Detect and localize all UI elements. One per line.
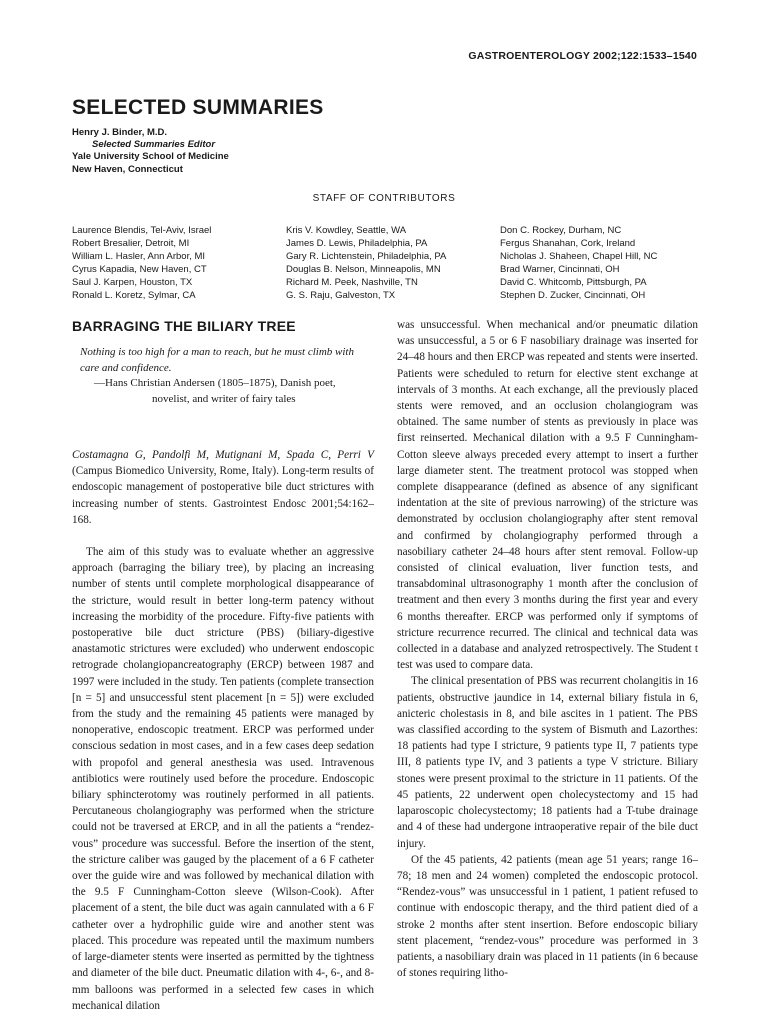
contributor: Brad Warner, Cincinnati, OH xyxy=(500,264,620,275)
contributor: Don C. Rockey, Durham, NC xyxy=(500,225,622,236)
journal-citation: GASTROENTEROLOGY 2002;122:1533–1540 xyxy=(468,50,697,62)
contributor: Richard M. Peek, Nashville, TN xyxy=(286,277,418,288)
article-citation xyxy=(72,447,374,528)
body-paragraph: The clinical presentation of PBS was recurrent cholangitis in 16 patients, obstructive jaundice in 14, external biliary fistula in 6, anicteric cholestasis in 8, and bile ascites in 1 patient. The PBS was classified according to the system of Bismuth and Lazorthes: 18 patients had type I stricture, 9 patients type II, 7 patients type III, 8 patients type IV, and 3 patients a type V stricture. Biliary stones were present proximal to the stricture in 11 patients. Of the 45 patients, 22 underwent open cholecystectomy and 15 had laparoscopic cholecystectomy; 18 patients had a T-tube drainage and 4 of these had undergone intraoperative repair of the bile duct injury. xyxy=(397,675,698,850)
contributors-column-3 xyxy=(500,224,657,302)
contributor: Gary R. Lichtenstein, Philadelphia, PA xyxy=(286,251,447,262)
epigraph-quote: Nothing is too high for a man to reach, but he must climb with care and confidence. xyxy=(80,346,354,374)
editor-location: New Haven, Connecticut xyxy=(72,163,183,175)
contributor: Laurence Blendis, Tel-Aviv, Israel xyxy=(72,225,212,236)
editor-affiliation: Yale University School of Medicine xyxy=(72,151,229,163)
contributor: Ronald L. Koretz, Sylmar, CA xyxy=(72,290,196,301)
article-right-column xyxy=(397,317,698,981)
epigraph xyxy=(80,345,375,407)
article-left-column xyxy=(72,447,374,1014)
contributor: Robert Bresalier, Detroit, MI xyxy=(72,238,190,249)
editor-block xyxy=(72,127,229,176)
citation-authors: Costamagna G, Pandolfi M, Mutignani M, Spada C, Perri V xyxy=(72,449,374,461)
contributor: Fergus Shanahan, Cork, Ireland xyxy=(500,238,636,249)
contributor: David C. Whitcomb, Pittsburgh, PA xyxy=(500,277,647,288)
section-title: SELECTED SUMMARIES xyxy=(72,96,324,119)
contributor: Saul J. Karpen, Houston, TX xyxy=(72,277,193,288)
epigraph-attribution-continued: novelist, and writer of fairy tales xyxy=(152,392,296,405)
contributors-column-2 xyxy=(286,224,446,302)
body-paragraph: Of the 45 patients, 42 patients (mean age 51 years; range 16–78; 18 men and 24 women) completed the endoscopic protocol. “Rendez-vous” was unsuccessful in 1 patient, 1 patient refused to continue with endoscopic therapy, and the third patient died of a stroke 2 months after stent insertion. Before endoscopic biliary stent placement, “rendez-vous” procedure was performed in 3 patients, a nasobiliary drain was placed in 11 patients (in 6 because of stones requiring litho- xyxy=(397,853,698,980)
contributor: Douglas B. Nelson, Minneapolis, MN xyxy=(286,264,441,275)
contributor: G. S. Raju, Galveston, TX xyxy=(286,290,396,301)
editor-name: Henry J. Binder, M.D. xyxy=(72,127,168,138)
article-title: BARRAGING THE BILIARY TREE xyxy=(72,318,296,334)
body-paragraph: was unsuccessful. When mechanical and/or pneumatic dilation was unsuccessful, a 5 or 6 F nasobiliary drainage was inserted for 24–48 hours and then ERCP was repeated and stents were inserted. Patients were scheduled to return for elective stent exchange at intervals of 3 months. At each exchange, all the previously placed stents were removed, and an occlusion cholangiogram was obtained. The same number of stents as previously in place was first reinserted. Mechanical dilation with a 9.5 F Cunningham-Cotton sleeve always preceded every attempt to insert a further large diameter stent. The treatment protocol was stopped when complete disappearance (defined as absence of any significant indentation at the site of previous narrowing) of the stricture was demonstrated by occlusion cholangiography after stent removal and confirmed by cholangiography performed through a nasobiliary catheter 24–48 hours after stent removal. Follow-up consisted of clinical evaluation, liver function tests, and transabdominal ultrasonography 1 month after the conclusion of treatment and then every 3 months during the first year and every 6 months thereafter. ERCP was performed only if symptoms of stricture recurrence recurred. The clinical and technical data was collected in a database and analyzed retrospectively. The Student t test was used to compare data. xyxy=(397,319,698,672)
epigraph-attribution: —Hans Christian Andersen (1805–1875), Danish poet, xyxy=(94,377,336,389)
contributors-column-1 xyxy=(72,224,211,302)
citation-details: (Campus Biomedico University, Rome, Italy). Long-term results of endoscopic management of postoperative bile duct strictures with increasing number of stents. Gastrointest Endosc 2001;54:162–168. xyxy=(72,465,374,526)
contributor: James D. Lewis, Philadelphia, PA xyxy=(286,238,428,249)
contributor: William L. Hasler, Ann Arbor, MI xyxy=(72,251,206,262)
contributor: Cyrus Kapadia, New Haven, CT xyxy=(72,264,207,275)
contributor: Nicholas J. Shaheen, Chapel Hill, NC xyxy=(500,251,658,262)
editor-role: Selected Summaries Editor xyxy=(92,139,216,151)
staff-heading: STAFF OF CONTRIBUTORS xyxy=(312,193,456,204)
contributor: Stephen D. Zucker, Cincinnati, OH xyxy=(500,290,646,301)
contributor: Kris V. Kowdley, Seattle, WA xyxy=(286,225,407,236)
body-paragraph: The aim of this study was to evaluate whether an aggressive approach (barraging the biliary tree), by placing an increasing number of stents until complete morphological disappearance of the stricture, would result in better long-term patency without increasing the morbidity of the procedure. Fifty-five patients with postoperative bile duct stricture (PBS) (biliary-digestive anastamotic strictures were excluded) who underwent endoscopic retrograde cholangiopancreatography (ERCP) between 1987 and 1997 were included in the study. Ten patients (complete transection [n = 5] and unsuccessful stent placement [n = 5]) were excluded from the study and the remaining 45 patients were managed by nonoperative, endoscopic treatment. ERCP was performed under conscious sedation in most cases, and in a few cases deep sedation with propofol and general anesthesia was used. Intravenous antibiotics were routinely used before the procedure. Endoscopic biliary sphincterotomy was routinely performed in all patients. Percutaneous cholangiography was performed when the stricture could not be traversed at ERCP, and in all the patients a “rendez-vous” procedure was successful. Before the insertion of the stent, the stricture caliber was gauged by the placement of a 6 F catheter over the guide wire and was followed by mechanical dilation with the 9.5 F Cunningham-Cotton sleeve (Wilson-Cook). After placement of a stent, the bile duct was again cannulated with a 6 F catheter over a hydrophilic guide wire and another stent was placed. This procedure was repeated until the maximum numbers of large-diameter stents were inserted as permitted by the tightness and diameter of the bile duct. Pneumatic dilation with 4-, 6-, and 8-mm balloons was performed in a selected few cases in which mechanical dilation xyxy=(72,546,374,1012)
